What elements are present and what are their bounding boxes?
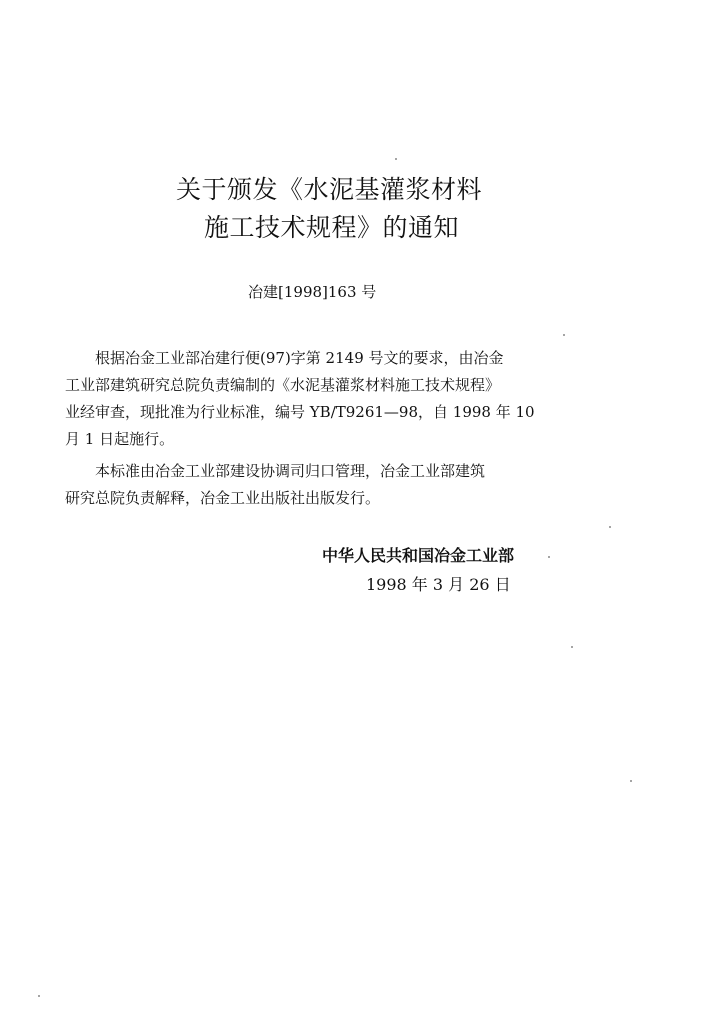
scan-speck <box>548 556 550 558</box>
scan-speck <box>630 780 632 782</box>
notice-title-line-1: 关于颁发《水泥基灌浆材料 <box>176 175 483 204</box>
scan-speck <box>563 334 565 336</box>
paragraph-2-line-1: 本标准由冶金工业部建设协调司归口管理，冶金工业部建筑 <box>65 462 486 480</box>
paragraph-1-line-2: 工业部建筑研究总院负责编制的《水泥基灌浆材料施工技术规程》 <box>65 376 501 394</box>
scan-speck <box>571 646 573 648</box>
scan-speck <box>609 526 611 528</box>
paragraph-2-line-2: 研究总院负责解释，冶金工业出版社出版发行。 <box>65 489 381 507</box>
paragraph-1-line-1: 根据冶金工业部冶建行便(97)字第 2149 号文的要求，由冶金 <box>65 349 504 367</box>
paragraph-1-line-3: 业经审查，现批准为行业标准，编号 YB/T9261—98，自 1998 年 10 <box>65 403 535 421</box>
scan-speck <box>395 158 397 160</box>
scan-speck <box>38 995 40 997</box>
paragraph-1-line-4: 月 1 日起施行。 <box>65 430 175 448</box>
issue-date: 1998 年 3 月 26 日 <box>366 575 511 594</box>
document-number: 冶建[1998]163 号 <box>248 283 377 301</box>
issuer-signature: 中华人民共和国冶金工业部 <box>322 546 515 565</box>
notice-title-line-2: 施工技术规程》的通知 <box>204 213 460 242</box>
